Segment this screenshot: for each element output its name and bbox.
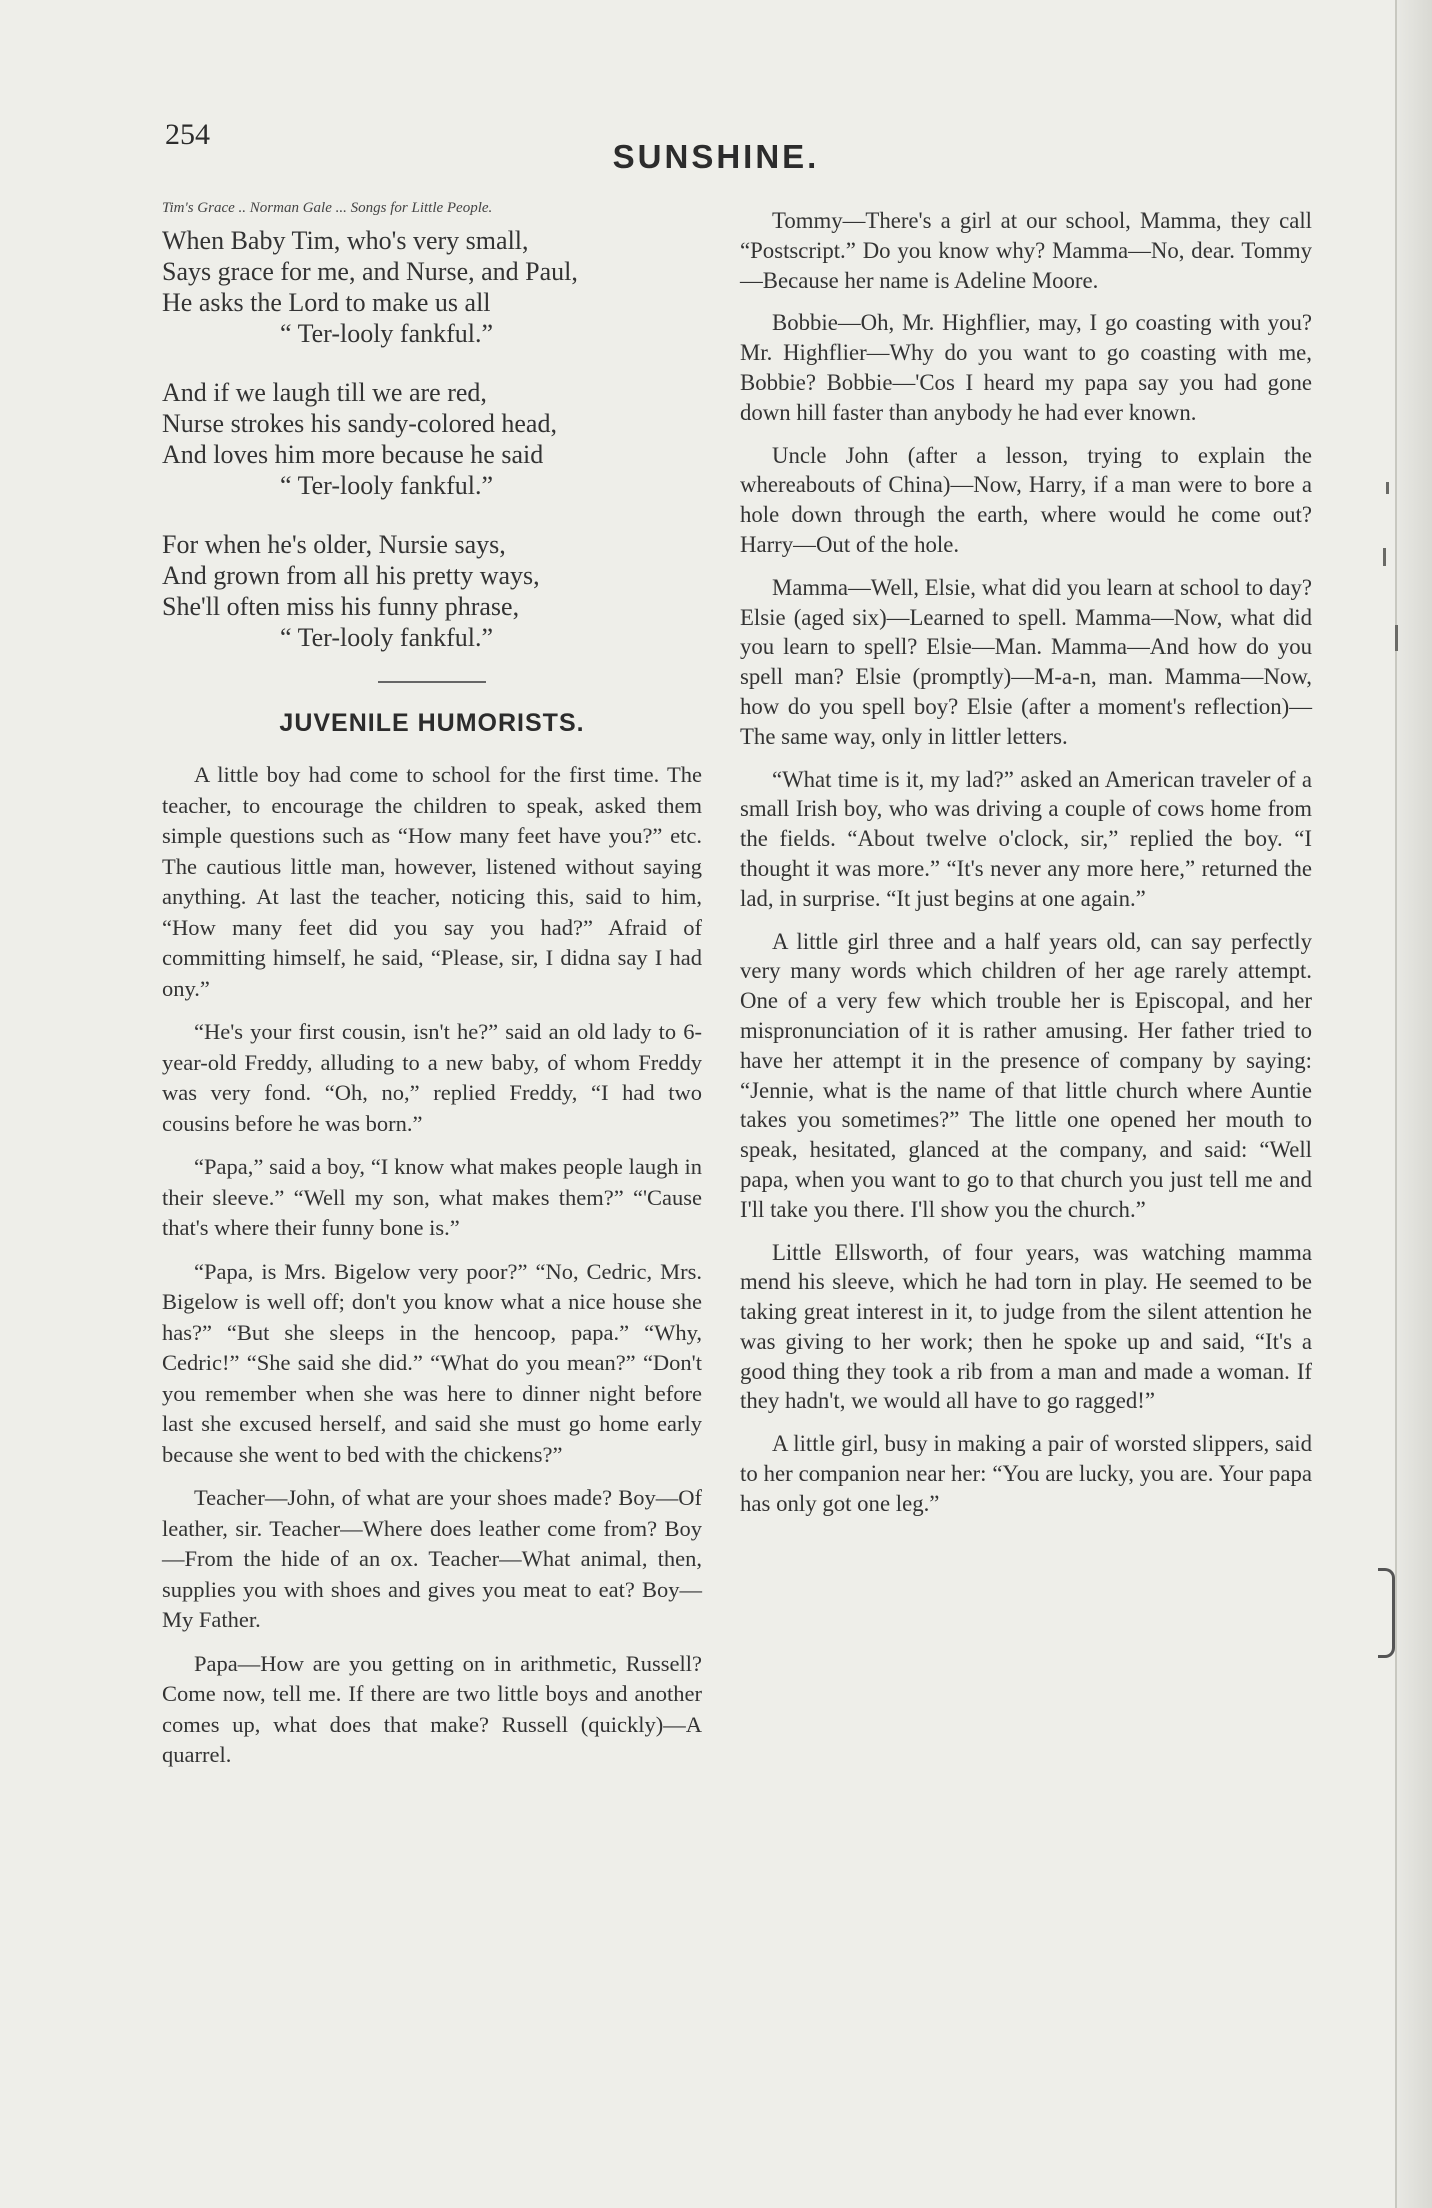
anecdote-paragraph: A little boy had come to school for the first time. The teacher, to encourage the children to speak, asked them simple questions such as “How many feet have you?” etc. The cautious little man, however, listened without saying anything. At last the teacher, noticing this, said to him, “How many feet did you say you had?” Afraid of committing himself, he said, “Please, sir, I didna say I had ony.” [162,762,702,1001]
poem-line: When Baby Tim, who's very small, [162,226,529,255]
left-column [162,200,702,1784]
poem-line: For when he's older, Nursie says, [162,530,506,559]
running-title: SUNSHINE. [612,138,820,175]
anecdote-paragraph: Bobbie—Oh, Mr. Highflier, may, I go coasting with you? Mr. Highflier—Why do you want to go coasting with me, Bobbie? Bobbie—'Cos I heard my papa say you had gone down hill faster than anybody he had ever known. [740,310,1312,425]
poem-stanza [162,225,702,349]
anecdote-paragraph: “Papa, is Mrs. Bigelow very poor?” “No, Cedric, Mrs. Bigelow is well off; don't you know what a nice house she has?” “But she sleeps in the hencoop, papa.” “Why, Cedric!” “She said she did.” “What do you mean?” “Don't you remember when she was here to dinner night before last she excused herself, and said she must go home early because she went to bed with the chickens?” [162,1258,702,1467]
anecdote-paragraph: Papa—How are you getting on in arithmetic, Russell? Come now, tell me. If there are two little boys and another comes up, what does that make? Russell (quickly)—A quarrel. [162,1650,702,1767]
poem-line: Nurse strokes his sandy-colored head, [162,409,557,438]
poem-line: She'll often miss his funny phrase, [162,592,520,621]
anecdote-paragraph: Little Ellsworth, of four years, was watching mamma mend his sleeve, which he had torn in play. He seemed to be taking great interest in it, to judge from the silent attention he was giving to her work; then he spoke up and said, “It's a good thing they took a rib from a man and made a woman. If they hadn't, we would all have to go ragged!” [740,1239,1312,1414]
poem-source: Tim's Grace .. Norman Gale ... Songs for Little People. [162,200,493,216]
right-column [740,206,1312,1532]
poem-refrain: “ Ter-looly fankful.” [280,471,494,500]
section-divider [378,681,486,683]
anecdote-paragraph: A little girl, busy in making a pair of worsted slippers, said to her companion near her: “You are lucky, you are. Your papa has only got one leg.” [740,1431,1312,1516]
section-title: JUVENILE HUMORISTS. [279,709,585,737]
poem-line: He asks the Lord to make us all [162,288,491,317]
anecdote-paragraph: Uncle John (after a lesson, trying to explain the whereabouts of China)—Now, Harry, if a man were to bore a hole down through the earth, where would he come out? Harry—Out of the hole. [740,442,1312,557]
anecdote-paragraph: “Papa,” said a boy, “I know what makes people laugh in their sleeve.” “Well my son, what makes them?” “'Cause that's where their funny bone is.” [162,1154,702,1240]
poem-line: And if we laugh till we are red, [162,378,487,407]
page-gutter [1395,0,1432,2208]
edge-mark [1383,548,1386,566]
poem-stanza [162,377,702,501]
anecdote-paragraph: Mamma—Well, Elsie, what did you learn at school to day? Elsie (aged six)—Learned to spell. Mamma—Now, what did you learn to spell? Elsie—Man. Mamma—And how do you spell man? Elsie (promptly)—M-a-n, man. Mamma—Now, how do you spell boy? Elsie (after a moment's reflection)—The same way, only in littler letters. [740,574,1312,749]
poem-line: Says grace for me, and Nurse, and Paul, [162,257,578,286]
anecdote-paragraph: Teacher—John, of what are your shoes made? Boy—Of leather, sir. Teacher—Where does leather come from? Boy—From the hide of an ox. Teacher—What animal, then, supplies you with shoes and gives you meat to eat? Boy—My Father. [162,1485,702,1632]
anecdote-paragraph: A little girl three and a half years old, can say perfectly very many words which children of her age rarely attempt. One of a very few which trouble her is Episcopal, and her mispronunciation of it is rather amusing. Her father tried to have her attempt it in the presence of company by saying: “Jennie, what is the name of that little church where Auntie takes you sometimes?” The little one opened her mouth to speak, hesitated, glanced at the company, and said: “Well papa, when you want to go to that church you just tell me and I'll take you there. I'll show you the church.” [740,928,1312,1222]
edge-mark [1386,482,1389,494]
poem-line: And grown from all his pretty ways, [162,561,540,590]
poem-refrain: “ Ter-looly fankful.” [280,623,494,652]
anecdote-paragraph: “He's your first cousin, isn't he?” said an old lady to 6-year-old Freddy, alluding to a new baby, of whom Freddy was very fond. “Oh, no,” replied Freddy, “I had two cousins before he was born.” [162,1019,702,1136]
anecdote-paragraph: “What time is it, my lad?” asked an American traveler of a small Irish boy, who was driving a couple of cows home from the fields. “About twelve o'clock, sir,” replied the boy. “I thought it was more.” “It's never any more here,” returned the lad, in surprise. “It just begins at one again.” [740,766,1312,911]
poem-refrain: “ Ter-looly fankful.” [280,319,494,348]
page-number: 254 [165,118,210,151]
poem-line: And loves him more because he said [162,440,544,469]
edge-mark [1395,625,1398,651]
anecdote-paragraph: Tommy—There's a girl at our school, Mamma, they call “Postscript.” Do you know why? Mamma—No, dear. Tommy—Because her name is Adeline Moore. [740,208,1312,293]
edge-bracket [1378,1568,1395,1658]
poem-stanza [162,529,702,653]
